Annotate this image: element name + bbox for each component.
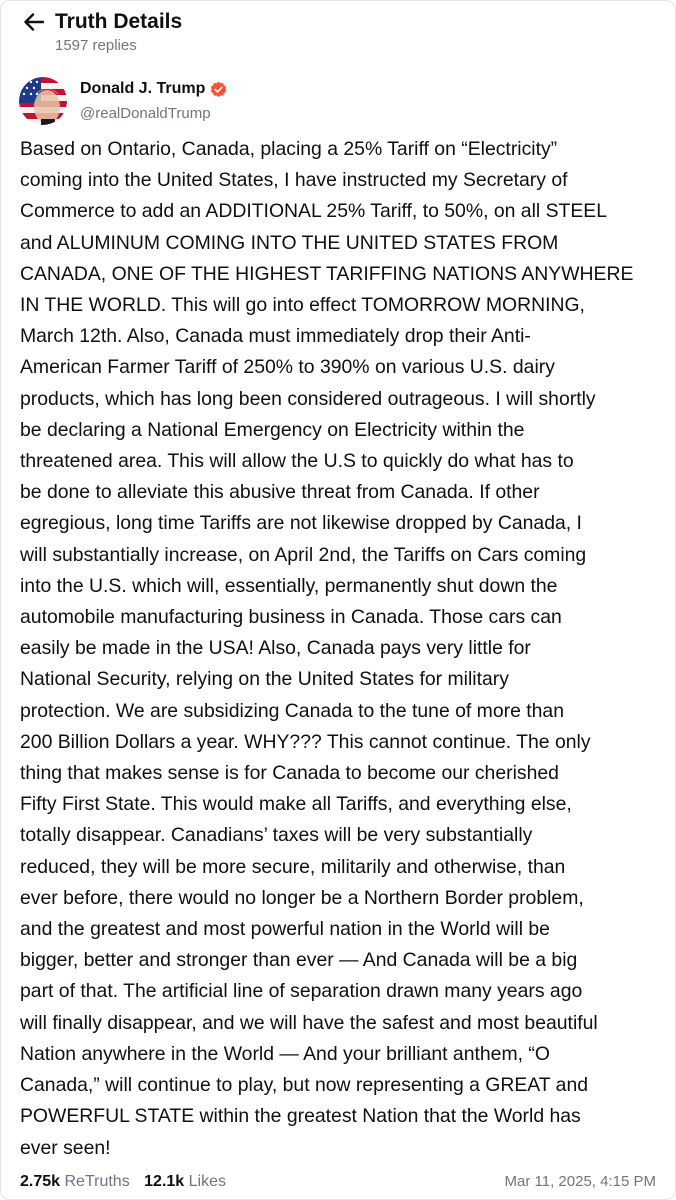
likes-count: 12.1k bbox=[144, 1173, 185, 1190]
verified-badge-icon bbox=[210, 81, 227, 98]
retruths-count: 2.75k bbox=[20, 1173, 61, 1190]
post-timestamp[interactable]: Mar 11, 2025, 4:15 PM bbox=[504, 1173, 656, 1190]
page-title: Truth Details bbox=[55, 10, 183, 33]
retruths-stat[interactable] bbox=[20, 1171, 130, 1193]
post-author bbox=[19, 77, 657, 129]
arrow-left-icon bbox=[24, 13, 44, 31]
retruths-label: ReTruths bbox=[64, 1173, 130, 1190]
likes-stat[interactable] bbox=[144, 1171, 226, 1193]
reply-count[interactable]: 1597 replies bbox=[55, 37, 137, 54]
avatar[interactable] bbox=[19, 77, 67, 125]
likes-label: Likes bbox=[188, 1173, 227, 1190]
author-handle[interactable]: @realDonaldTrump bbox=[80, 105, 211, 122]
avatar-image bbox=[19, 77, 67, 125]
back-button[interactable] bbox=[21, 9, 47, 35]
post-stats bbox=[20, 1171, 656, 1193]
author-name-row bbox=[80, 79, 227, 99]
page-header bbox=[21, 7, 655, 59]
post-text: Based on Ontario, Canada, placing a 25% Tariff on “Electricity” coming into the United States, I have instructed my Secretary of Commerce to add an ADDITIONAL 25% Tariff, to 50%, on all STEEL and ALUMINUM COMING INTO THE UNITED STATES FROM CANADA, ONE OF THE HIGHEST TARIFFING NATIONS ANYWHERE IN THE WORLD. This will go into effect TOMORROW MORNING, March 12th. Also, Canada must immediately drop their Anti- American Farmer Tariff of 250% to 390% on various U.S. dairy products, which has long been considered outrageous. I will shortly be declaring a National Emergency on Electricity within the threatened area. This will allow the U.S to quickly do what has to be done to alleviate this abusive threat from Canada. If other egregious, long time Tariffs are not likewise dropped by Canada, I will substantially increase, on April 2nd, the Tariffs on Cars coming into the U.S. which will, essentially, permanently shut down the automobile manufacturing business in Canada. Those cars can easily be made in the USA! Also, Canada pays very little for National Security, relying on the United States for military protection. We are subsidizing Canada to the tune of more than 200 Billion Dollars a year. WHY??? This cannot continue. The only thing that makes sense is for Canada to become our cherished Fifty First State. This would make all Tariffs, and everything else, totally disappear. Canadians’ taxes will be very substantially reduced, they will be more secure, militarily and otherwise, than ever before, there would no longer be a Northern Border problem, and the greatest and most powerful nation in the World will be bigger, better and stronger than ever — And Canada will be a big part of that. The artificial line of separation drawn many years ago will finally disappear, and we will have the safest and most beautiful Nation anywhere in the World — And your brilliant anthem, “O Canada,” will continue to play, but now representing a GREAT and POWERFUL STATE within the greatest Nation that the World has ever seen! bbox=[20, 138, 634, 1159]
author-name[interactable]: Donald J. Trump bbox=[80, 80, 206, 97]
